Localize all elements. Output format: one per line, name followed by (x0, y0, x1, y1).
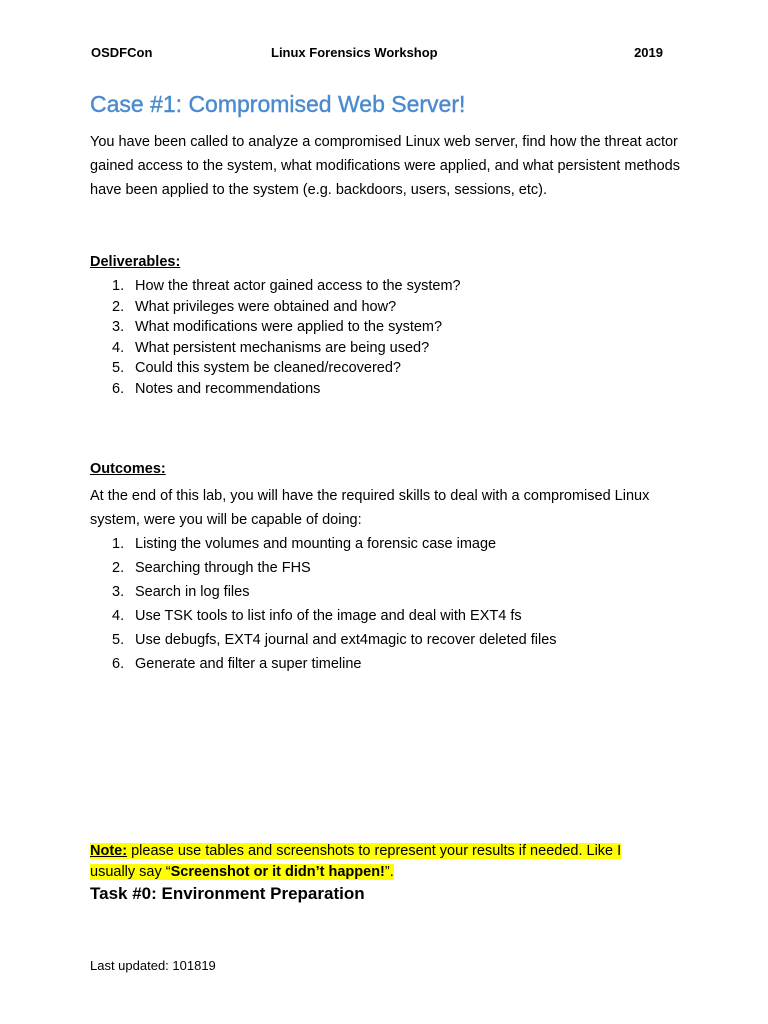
note-text-end: ”. (384, 864, 394, 880)
footer-updated: Last updated: 101819 (90, 958, 216, 973)
list-item (90, 580, 557, 604)
list-text: Notes and recommendations (135, 380, 321, 397)
list-item (90, 604, 557, 628)
task-heading: Task #0: Environment Preparation (90, 884, 365, 903)
list-item (90, 358, 461, 379)
list-item (90, 532, 557, 556)
outcomes-list (90, 532, 557, 676)
note-text: please use tables and screenshots to represent your results if needed. Like I usually say “ (90, 843, 622, 880)
list-text: Generate and filter a super timeline (135, 656, 362, 672)
note-paragraph (90, 841, 670, 883)
list-number: 2. (112, 560, 125, 576)
note-quote: Screenshot or it didn’t happen! (170, 864, 385, 880)
outcomes-paragraph: At the end of this lab, you will have the required skills to deal with a compromised Linux system, were you will be capable of doing: (90, 488, 650, 528)
list-text: How the threat actor gained access to the system? (135, 278, 461, 294)
case-title: Case #1: Compromised Web Server! (90, 91, 466, 117)
list-text: Searching through the FHS (135, 560, 311, 576)
list-item (90, 379, 461, 400)
header-year: 2019 (634, 45, 663, 60)
list-number: 2. (112, 298, 125, 315)
list-item (90, 276, 461, 297)
list-text: Use debugfs, EXT4 journal and ext4magic to recover deleted files (135, 632, 557, 648)
list-item (90, 317, 461, 338)
list-number: 5. (112, 360, 125, 376)
intro-paragraph: You have been called to analyze a compromised Linux web server, find how the threat actor gained access to the system, what modifications were applied, and what persistent methods have been applied to the system (e.g. backdoors, users, sessions, etc). (90, 134, 680, 198)
list-number: 5. (112, 632, 125, 648)
list-item (90, 338, 461, 359)
list-number: 4. (112, 339, 125, 356)
list-number: 6. (112, 380, 125, 397)
list-text: Search in log files (135, 584, 250, 600)
note-label: Note: (90, 843, 128, 859)
list-text: What persistent mechanisms are being used? (135, 339, 430, 356)
list-number: 3. (112, 319, 125, 335)
page-header (91, 45, 663, 65)
list-text: Listing the volumes and mounting a forensic case image (135, 536, 497, 552)
deliverables-list (90, 276, 461, 399)
list-text: What modifications were applied to the system? (135, 319, 443, 335)
list-number: 3. (112, 584, 125, 600)
deliverables-heading: Deliverables: (90, 254, 181, 270)
list-text: Use TSK tools to list info of the image and deal with EXT4 fs (135, 608, 522, 624)
note-highlight (90, 843, 621, 880)
outcomes-heading: Outcomes: (90, 461, 166, 477)
list-text: Could this system be cleaned/recovered? (135, 360, 401, 376)
list-text: What privileges were obtained and how? (135, 298, 397, 315)
list-number: 6. (112, 656, 125, 672)
list-number: 1. (112, 536, 125, 552)
header-title: Linux Forensics Workshop (271, 45, 438, 60)
list-number: 1. (112, 278, 125, 294)
list-item (90, 297, 461, 318)
list-item (90, 628, 557, 652)
list-item (90, 652, 557, 676)
header-org: OSDFCon (91, 45, 153, 60)
list-item (90, 556, 557, 580)
list-number: 4. (112, 608, 125, 624)
